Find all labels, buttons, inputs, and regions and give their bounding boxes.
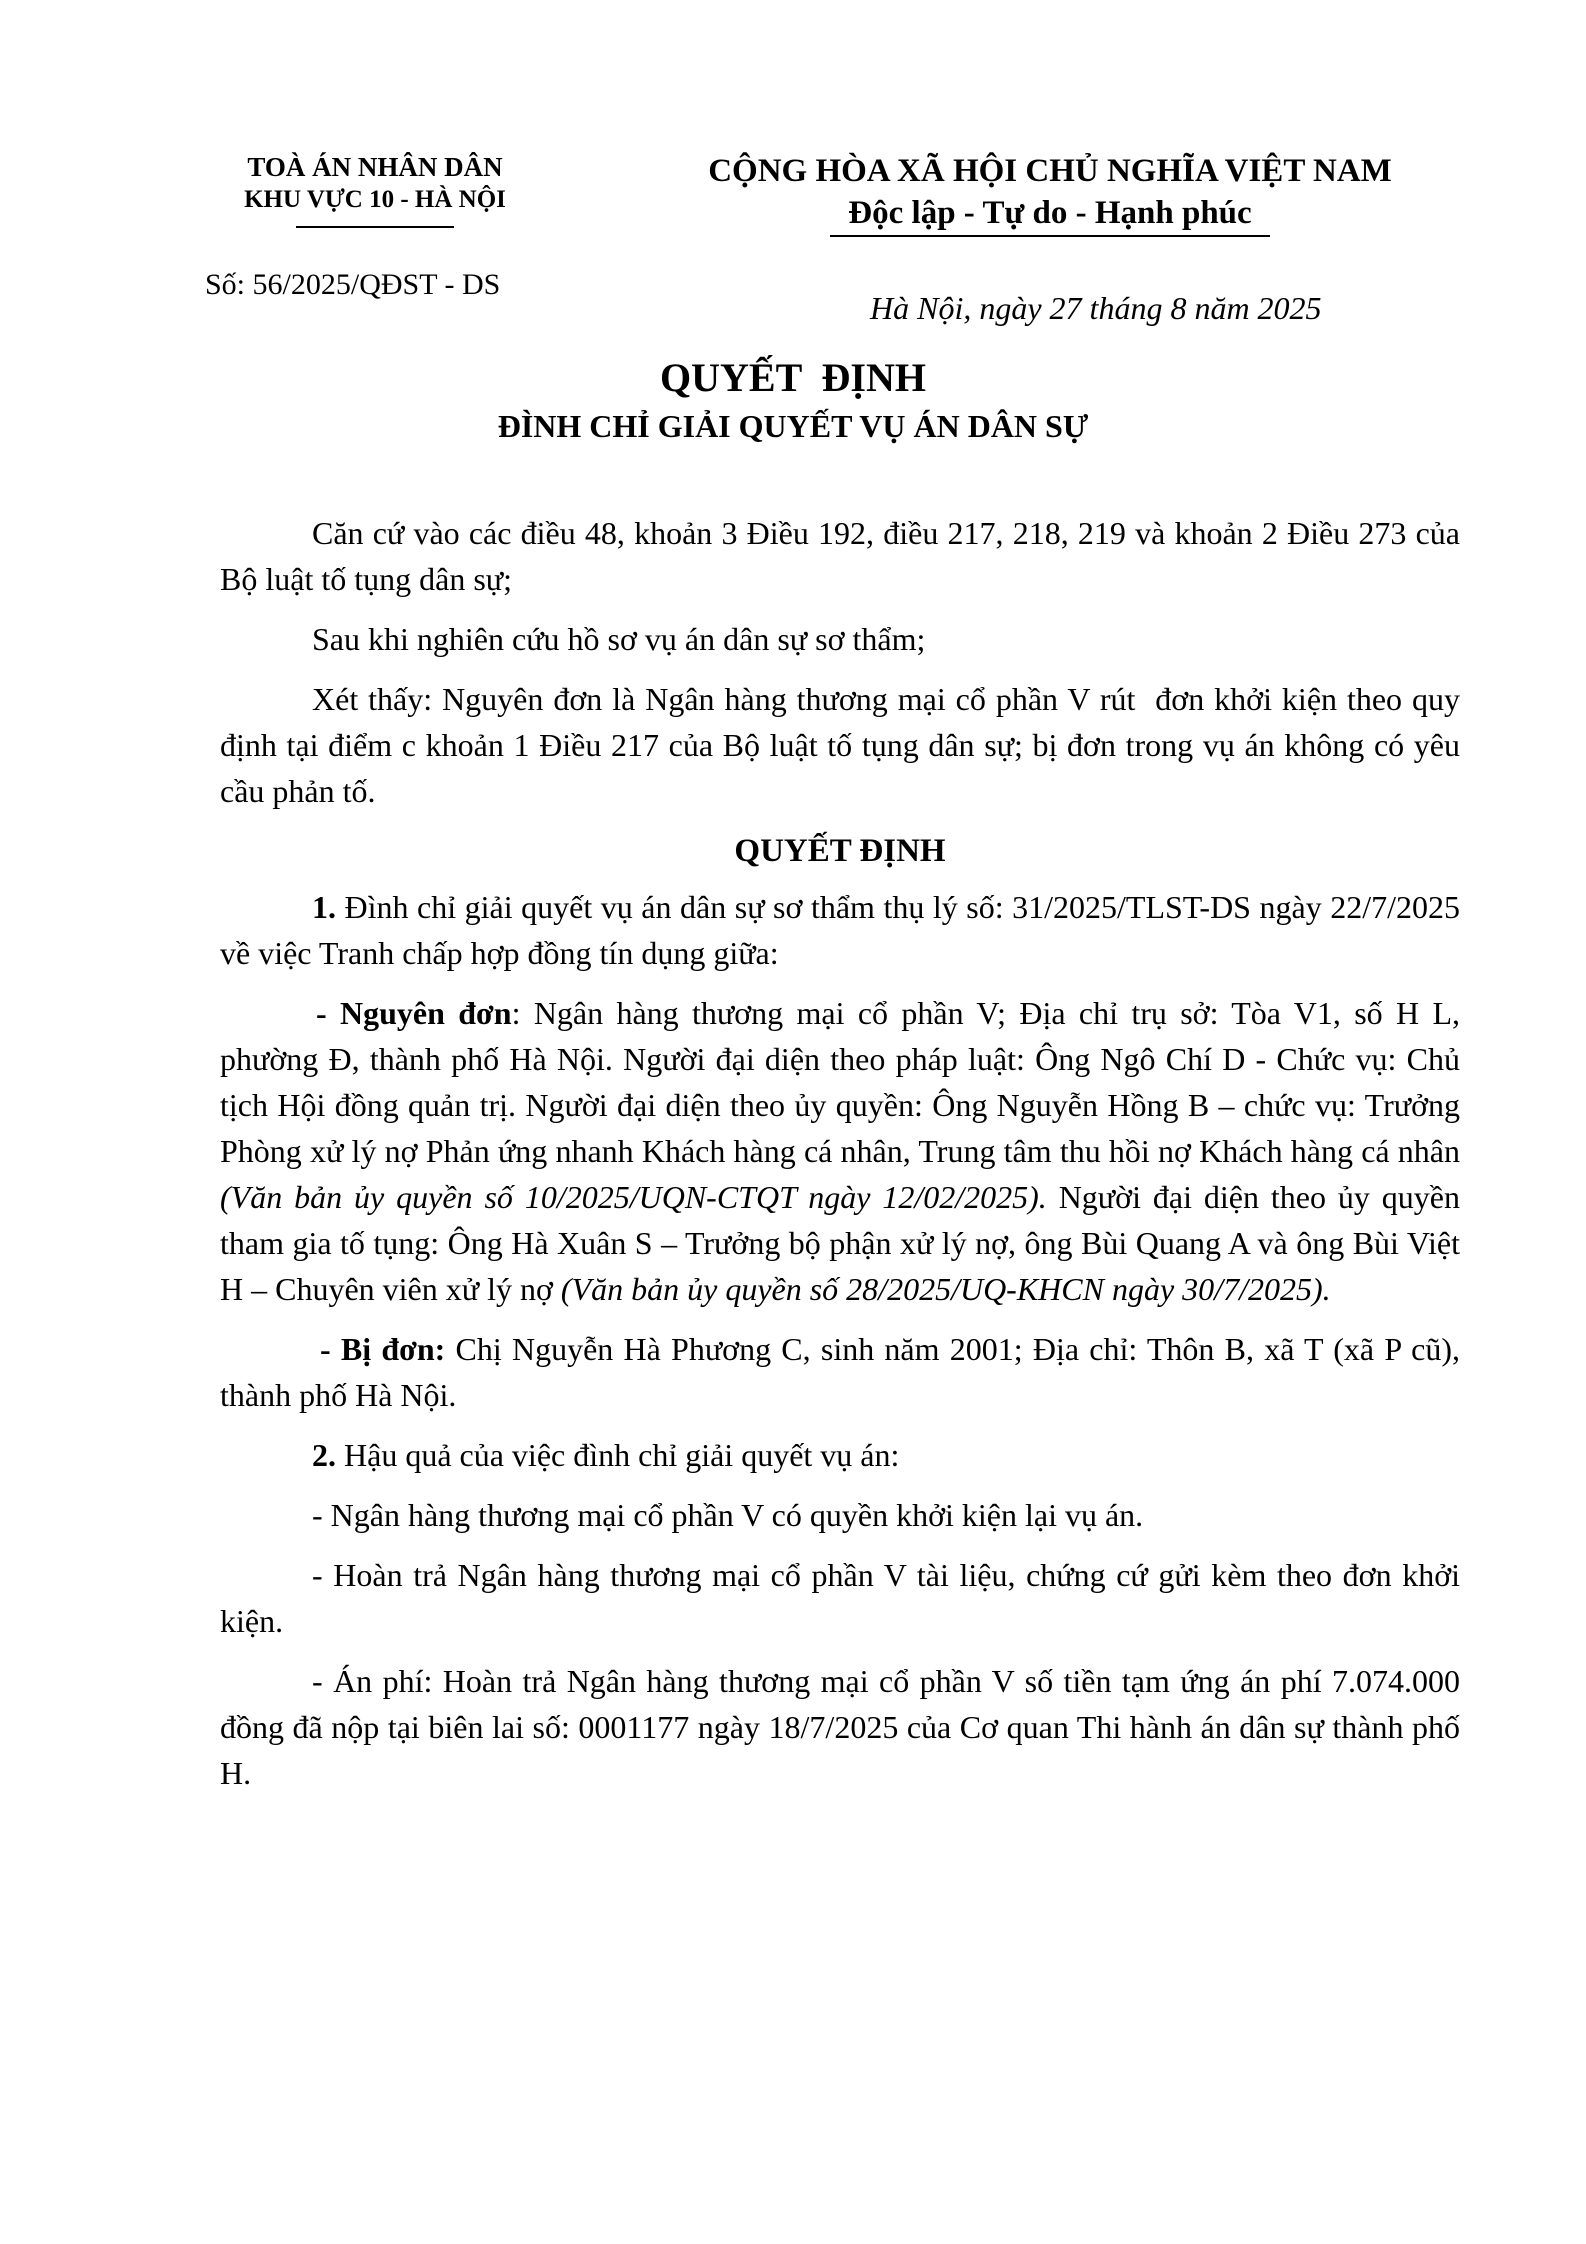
document-body [220, 510, 1468, 1810]
court-name: TOÀ ÁN NHÂN DÂN [247, 152, 503, 182]
court-underline [296, 226, 454, 228]
defendant-paragraph [220, 1326, 1460, 1418]
consequence-refile: - Ngân hàng thương mại cổ phần V có quyền khởi kiện lại vụ án. [312, 1497, 1144, 1533]
item-2-number: 2. [312, 1437, 336, 1473]
court-header [190, 150, 560, 228]
court-region: KHU VỰC 10 - HÀ NỘI [244, 186, 506, 213]
plaintiff-details: : Ngân hàng thương mại cổ phần V; Địa chỉ trụ sở: Tòa V1, số H L, phường Đ, thành phố Hà Nội. Người đại diện theo pháp luật: Ông Ngô Chí D - Chức vụ: Chủ tịch Hội đồng quản trị. Người đại diện theo ủy quyền: Ông Nguyễn Hồng B – chức vụ: Trưởng Phòng xử lý nợ Phản ứng nhanh Khách hàng cá nhân, Trung tâm thu hồi nợ Khách hàng cá nhân [220, 995, 1461, 1169]
motto-underline [830, 235, 1270, 237]
plaintiff-representatives: Người đại diện theo ủy quyền tham gia tố tụng: Ông Hà Xuân S – Trưởng bộ phận xử lý nợ, ông Bùi Quang A và ông Bùi Việt H – Chuyên viên xử lý nợ [220, 1179, 1461, 1307]
item-2-paragraph [220, 1432, 1460, 1478]
document-title: QUYẾT ĐỊNH [660, 355, 926, 400]
document-subtitle: ĐÌNH CHỈ GIẢI QUYẾT VỤ ÁN DÂN SỰ [497, 408, 1089, 444]
item-1-number: 1. [312, 889, 336, 925]
plaintiff-authorization-ref-1: (Văn bản ủy quyền số 10/2025/UQN-CTQT ngày 12/02/2025). [220, 1179, 1047, 1215]
item-2-text: Hậu quả của việc đình chỉ giải quyết vụ án: [336, 1437, 900, 1473]
plaintiff-paragraph [220, 990, 1460, 1312]
decision-heading: QUYẾT ĐỊNH [734, 833, 946, 869]
decision-number: Số: 56/2025/QĐST - DS [205, 268, 501, 301]
national-motto: Độc lập - Tự do - Hạnh phúc [848, 195, 1252, 231]
national-header [660, 150, 1440, 237]
review-paragraph: Sau khi nghiên cứu hồ sơ vụ án dân sự sơ thẩm; [312, 621, 926, 657]
nation-name: CỘNG HÒA XÃ HỘI CHỦ NGHĨA VIỆT NAM [708, 153, 1392, 189]
legal-basis-paragraph: Căn cứ vào các điều 48, khoản 3 Điều 192, điều 217, 218, 219 và khoản 2 Điều 273 của Bộ luật tố tụng dân sự; [220, 515, 1460, 597]
consequence-court-fee: - Án phí: Hoàn trả Ngân hàng thương mại cổ phần V số tiền tạm ứng án phí 7.074.000 đồng đã nộp tại biên lai số: 0001177 ngày 18/7/2025 của Cơ quan Thi hành án dân sự thành phố H. [220, 1663, 1460, 1791]
plaintiff-label: - Nguyên đơn [316, 995, 512, 1031]
consequence-return-documents: - Hoàn trả Ngân hàng thương mại cổ phần V tài liệu, chứng cứ gửi kèm theo đơn khởi kiện. [220, 1557, 1460, 1639]
issue-date: Hà Nội, ngày 27 tháng 8 năm 2025 [870, 290, 1322, 326]
item-1-paragraph [220, 884, 1460, 976]
defendant-label: - Bị đơn: [320, 1331, 446, 1367]
plaintiff-authorization-ref-2: (Văn bản ủy quyền số 28/2025/UQ-KHCN ngày 30/7/2025). [560, 1271, 1331, 1307]
finding-paragraph: Xét thấy: Nguyên đơn là Ngân hàng thương mại cổ phần V rút đơn khởi kiện theo quy định tại điểm c khoản 1 Điều 217 của Bộ luật tố tụng dân sự; bị đơn trong vụ án không có yêu cầu phản tố. [220, 681, 1468, 809]
item-1-text: Đình chỉ giải quyết vụ án dân sự sơ thẩm thụ lý số: 31/2025/TLST-DS ngày 22/7/2025 về việc Tranh chấp hợp đồng tín dụng giữa: [220, 889, 1460, 971]
defendant-details: Chị Nguyễn Hà Phương C, sinh năm 2001; Địa chỉ: Thôn B, xã T (xã P cũ), thành phố Hà Nội. [220, 1331, 1461, 1413]
